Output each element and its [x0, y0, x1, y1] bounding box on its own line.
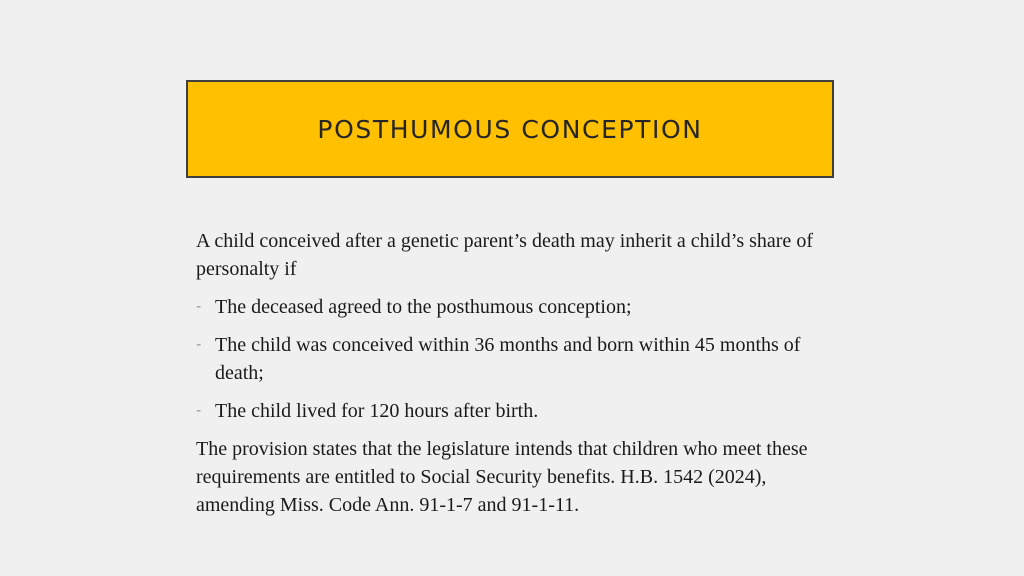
slide-title: POSTHUMOUS CONCEPTION	[317, 114, 703, 144]
bullet-item	[196, 331, 836, 387]
bullet-text: The deceased agreed to the posthumous conception;	[215, 296, 632, 318]
dash-icon: -	[196, 402, 202, 419]
intro-paragraph: A child conceived after a genetic parent’s death may inherit a child’s share of personalty if	[196, 230, 813, 280]
bullet-text: The child lived for 120 hours after birth.	[215, 400, 539, 422]
bullet-text: The child was conceived within 36 months and born within 45 months of death;	[215, 334, 801, 384]
title-box	[186, 80, 834, 178]
bullet-item	[196, 397, 836, 425]
bullet-item	[196, 293, 836, 321]
dash-icon: -	[196, 298, 202, 315]
closing-paragraph: The provision states that the legislature intends that children who meet these requirements are entitled to Social Security benefits. H.B. 1542 (2024), amending Miss. Code Ann. 91-1-7 and 91-1-11.	[196, 438, 808, 516]
dash-icon: -	[196, 336, 202, 353]
slide-content	[196, 227, 836, 519]
bullet-list	[196, 293, 836, 425]
